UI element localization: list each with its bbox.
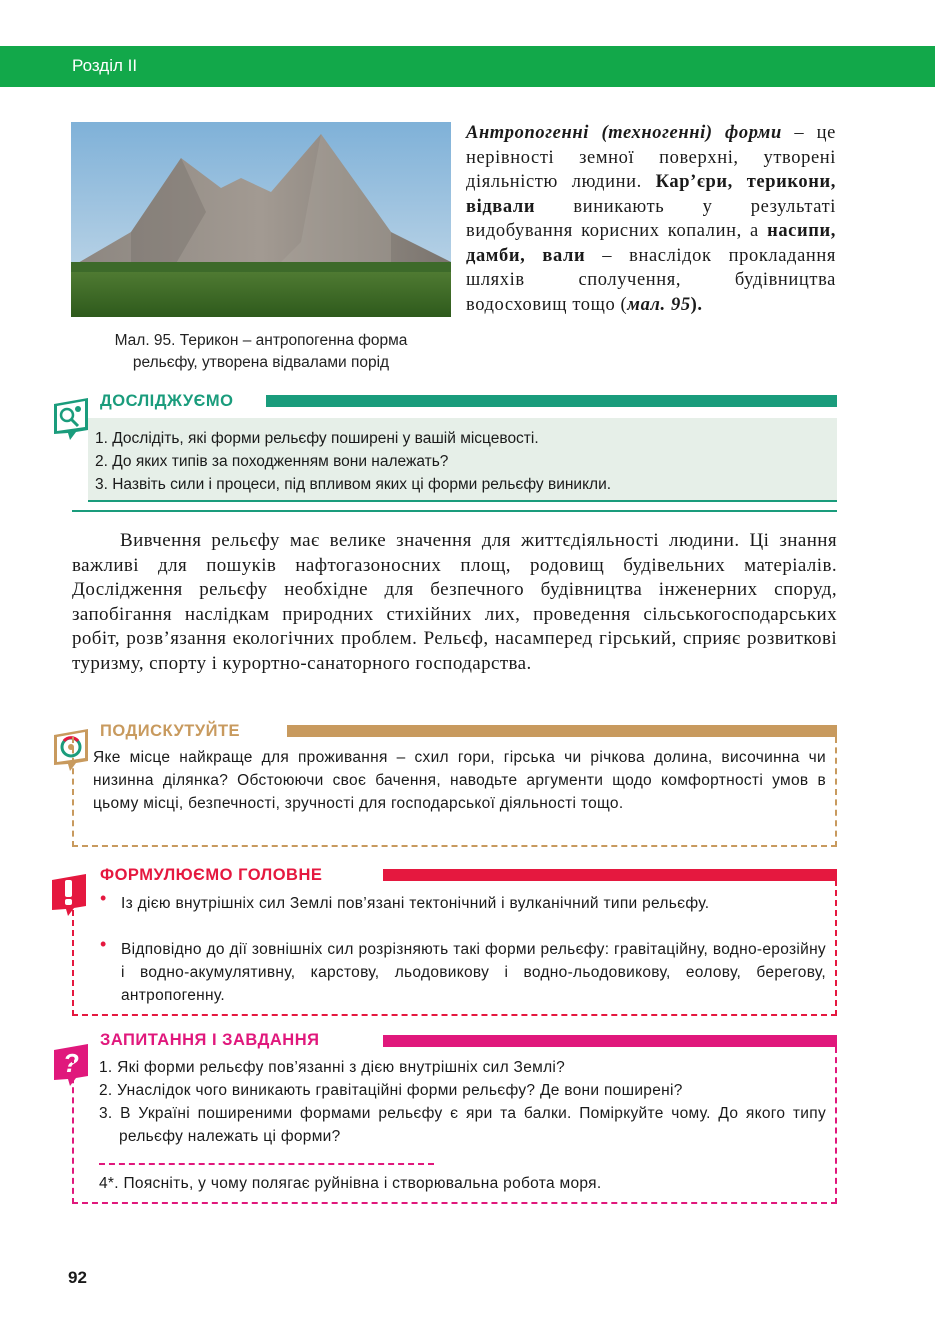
questions-title: ЗАПИТАННЯ І ЗАВДАННЯ — [100, 1031, 320, 1049]
caption-line-1: Мал. 95. Терикон – антропогенна форма — [114, 332, 408, 349]
list-item: 2. До яких типів за походженням вони належать? — [95, 453, 449, 470]
chapter-header — [0, 46, 935, 87]
question-item: 3. В Україні поширеними формами рельєфу є яри та балки. Поміркуйте чому. До якого типу рельєфу належать ці форми? — [99, 1105, 826, 1145]
list-item: 3. Назвіть сили і процеси, під впливом яких ці форми рельєфу виникли. — [95, 476, 612, 493]
bullet-icon: • — [100, 888, 107, 908]
intro-text-3: – внаслідок прокладання шляхів сполучення, будівництва водосховищ тощо ( — [466, 245, 836, 315]
question-item: 2. Унаслідок чого виникають гравітаційні форми рельєфу? Де вони поширені? — [99, 1082, 683, 1099]
chapter-label: Розділ ІІ — [72, 56, 138, 75]
figure-reference: мал. 95 — [627, 294, 691, 315]
summary-title: ФОРМУЛЮЄМО ГОЛОВНЕ — [100, 866, 323, 884]
questions-title-bar — [383, 1035, 837, 1047]
question-item: 1. Які форми рельєфу пов’язанні з дією внутрішніх сил Землі? — [99, 1059, 566, 1076]
discuss-title: ПОДИСКУТУЙТЕ — [100, 722, 241, 740]
intro-text-4: ). — [690, 294, 703, 315]
extra-task: 4*. Поясніть, у чому полягає руйнівна і створювальна робота моря. — [99, 1175, 602, 1192]
intro-paragraph — [466, 121, 836, 317]
summary-bullet: Із дією внутрішніх сил Землі пов’язані тектонічний і вулканічний типи рельєфу. — [121, 895, 710, 912]
term-anthropogenic: Антропогенні (техногенні) форми — [466, 123, 782, 143]
extra-divider — [99, 1163, 434, 1165]
list-item: 1. Дослідіть, які форми рельєфу поширені у вашій місцевості. — [95, 430, 539, 447]
terykon-photo — [71, 122, 451, 317]
summary-bullet: Відповідно до дії зовнішніх сил розрізняють такі форми рельєфу: гравітаційну, водно-ерозійну і водно-акумулятивну, карстову, льодовикову і водно-льодовикову, еолову, берегову, антропогенну. — [121, 941, 826, 1004]
section-divider — [72, 510, 837, 512]
discuss-title-bar — [287, 725, 837, 737]
research-title: ДОСЛІДЖУЄМО — [100, 392, 234, 410]
intro-text-2: виникають у результаті видобування корисних копалин, а — [466, 196, 836, 241]
research-list — [95, 427, 611, 496]
discuss-text: Яке місце найкраще для проживання – схил гори, гірська чи річкова долина, височинна чи низинна ділянка? Обстоюючи своє бачення, наводьте аргументи щодо комфортності умов в цьому місці, безпечності, зручності для господарської діяльності тощо. — [93, 749, 826, 812]
intro-bold-2: насипи, дамби, вали — [466, 221, 836, 266]
caption-line-2: рельєфу, утворена відвалами порід — [132, 354, 390, 371]
page-number: 92 — [68, 1268, 87, 1287]
svg-text:?: ? — [63, 1048, 79, 1078]
research-title-bar — [266, 395, 837, 407]
research-icon — [52, 396, 88, 436]
bullet-icon: • — [100, 934, 107, 954]
intro-text-1: – це нерівності земної поверхні, утворені діяльністю людини. — [466, 123, 836, 192]
figure-caption — [71, 330, 451, 374]
intro-bold-1: Кар’єри, терикони, відвали — [466, 172, 837, 217]
main-paragraph: Вивчення рельєфу має велике значення для життєдіяльності людини. Ці знання важливі для пошуків нафтогазоносних площ, родовищ будівельних матеріалів. Дослідження рельєфу необхідне для безпечного будівництва інженерних споруд, запобігання наслідкам природних стихійних лих, проведення сільськогосподарських робіт, розв’язання екологічних проблем. Рельєф, насамперед гірський, сприяє розвиткові туризму, спорту і курортно-санаторного господарства. — [72, 530, 837, 674]
